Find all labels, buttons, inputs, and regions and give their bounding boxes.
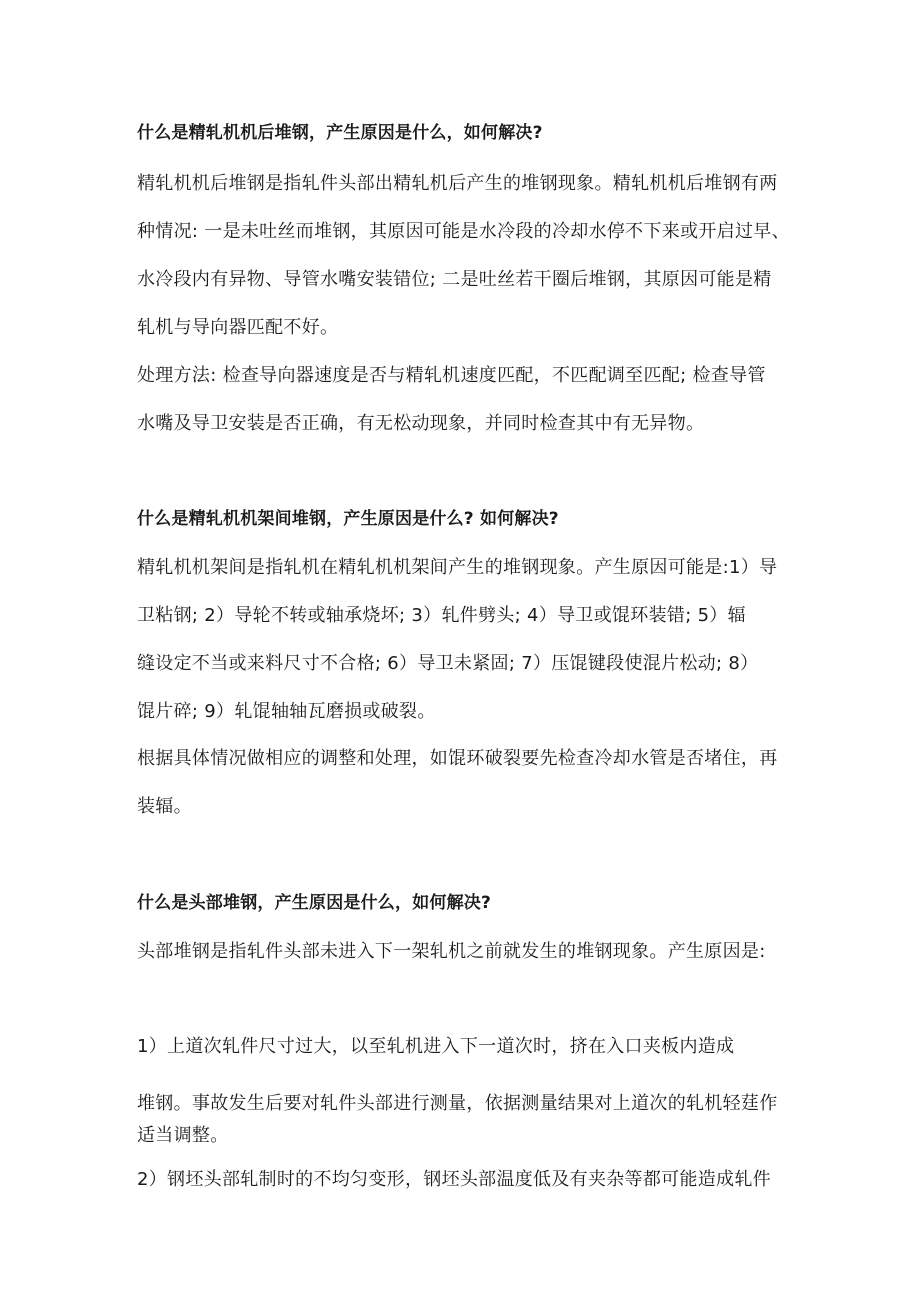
paragraph-line: 卫粘钢; 2）导轮不转或轴承烧坏; 3）轧件劈头; 4）导卫或馄环装错; 5）辐 [137,605,746,626]
paragraph-line: 适当调整。 [137,1125,229,1146]
paragraph-line: 水冷段内有异物、导管水嘴安装错位; 二是吐丝若干圈后堆钢，其原因可能是精 [137,269,772,290]
paragraph-line: 水嘴及导卫安装是否正确，有无松动现象，并同时检查其中有无异物。 [137,413,705,434]
paragraph-line: 根据具体情况做相应的调整和处理，如馄环破裂要先检查冷却水管是否堵住，再 [137,748,778,769]
paragraph-line: 精轧机机架间是指轧机在精轧机机架间产生的堆钢现象。产生原因可能是:1）导 [137,557,778,578]
paragraph-line: 头部堆钢是指轧件头部未进入下一架轧机之前就发生的堆钢现象。产生原因是: [137,941,766,962]
paragraph-line: 处理方法: 检查导向器速度是否与精轧机速度匹配，不匹配调至匹配; 检查导管 [137,365,766,386]
paragraph-line: 馄片碎; 9）轧馄轴轴瓦磨损或破裂。 [137,701,436,722]
paragraph-line: 缝设定不当或来料尺寸不合格; 6）导卫未紧固; 7）压馄键段使混片松动; 8） [137,653,759,674]
paragraph-line: 种情况: 一是未吐丝而堆钢，其原因可能是水冷段的冷却水停不下来或开启过早、 [137,221,790,242]
paragraph-line: 装辐。 [137,796,192,817]
paragraph-line: 轧机与导向器匹配不好。 [137,317,339,338]
paragraph-line: 2）钢坯头部轧制时的不均匀变形，钢坯头部温度低及有夹杂等都可能造成轧件 [137,1169,771,1190]
paragraph-line: 堆钢。事故发生后要对轧件头部进行测量，依据测量结果对上道次的轧机轻莛作 [137,1093,778,1114]
section-heading: 什么是精轧机机后堆钢，产生原因是什么，如何解决? [137,123,543,143]
section-heading: 什么是精轧机机架间堆钢，产生原因是什么? 如何解决? [137,509,559,529]
paragraph-line: 1）上道次轧件尺寸过大，以至轧机进入下一道次时，挤在入口夹板内造成 [137,1036,735,1057]
section-heading: 什么是头部堆钢，产生原因是什么，如何解决? [137,893,492,913]
paragraph-line: 精轧机机后堆钢是指轧件头部出精轧机后产生的堆钢现象。精轧机机后堆钢有两 [137,173,778,194]
